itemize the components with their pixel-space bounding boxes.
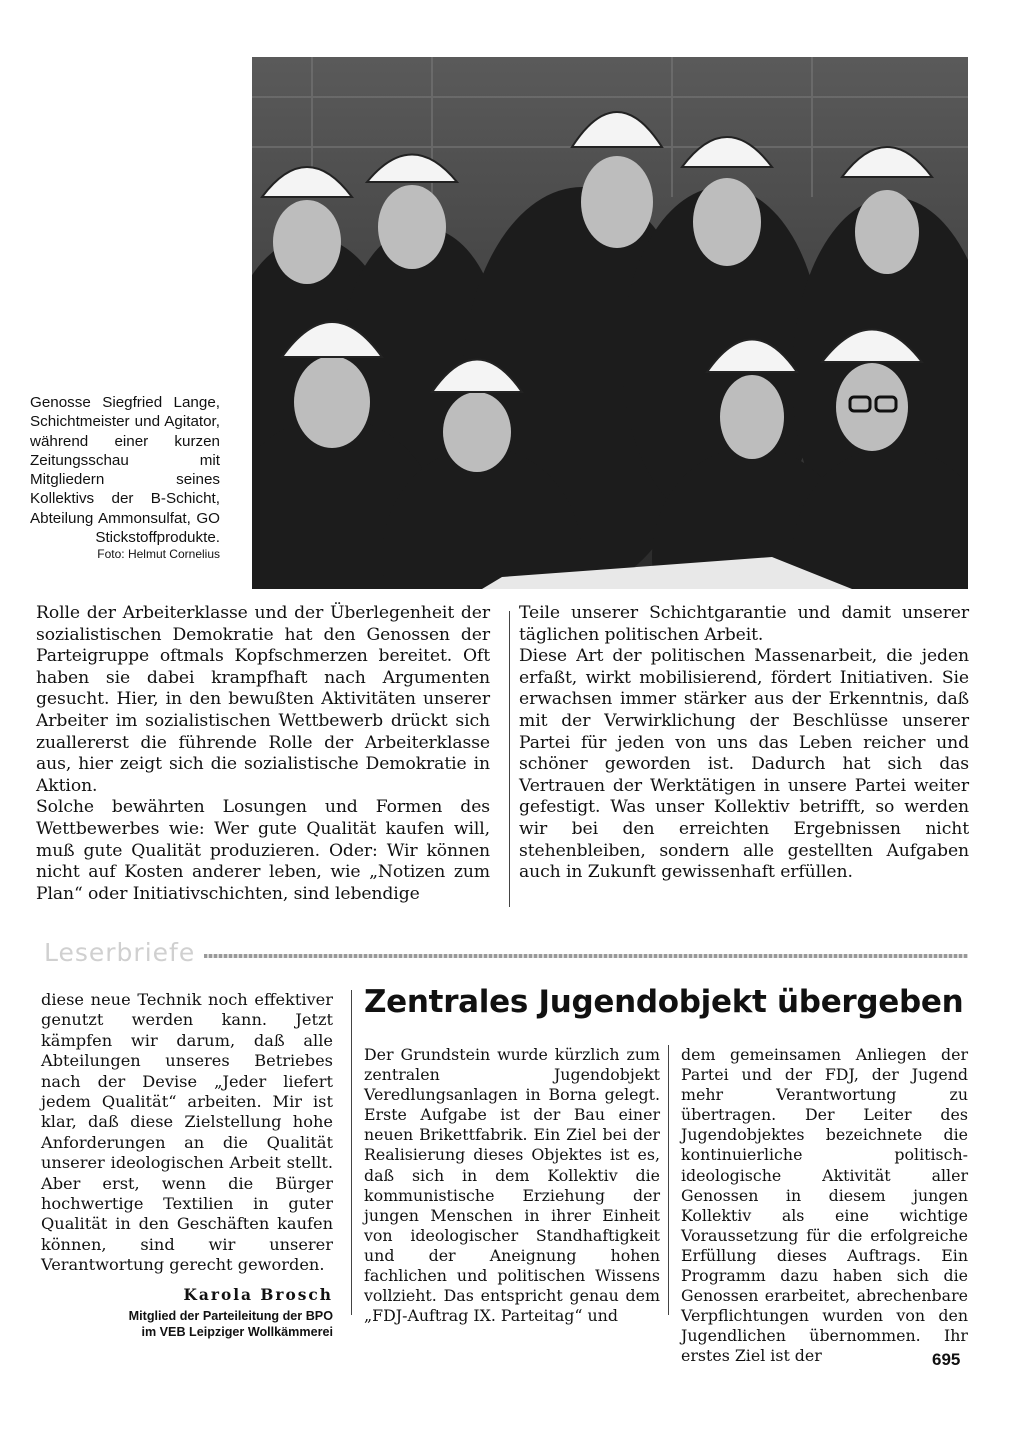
group-photo-illustration [252, 57, 968, 589]
article-column-1 [36, 603, 490, 905]
letter-author-role [41, 1309, 333, 1341]
column-divider [668, 1045, 669, 1315]
section-rule [204, 954, 968, 958]
article-paragraph: Solche bewährten Losungen und Formen des Wettbewerbes wie: Wer gute Qualität kaufen will, muß gute Qualität produzieren. Oder: Wir können nicht auf Kosten anderer leben, wie „Notizen zum Plan“ oder Initiativschichten, sind lebendige [36, 797, 490, 904]
column-divider [351, 990, 352, 1315]
article-paragraph: Diese Art der politischen Massenarbeit, die jeden erfaßt, wirkt mobilisierend, fördert Initiativen. Sie erwachsen immer stärker aus der Erkenntnis, daß mit der Verwirklichung der Beschlüsse unserer Partei für jeden von uns das Leben reicher und schöner geworden ist. Dadurch hat sich das Vertrauen der Werktätigen in unsere Partei weiter gefestigt. Was unser Kollektiv betrifft, so werden wir bei den erreichten Ergebnissen nicht stehenbleiben, sondern alle gestellten Aufgaben auch in Zukunft gewissenhaft erfüllen. [519, 646, 969, 883]
column-divider [509, 611, 510, 907]
article-column-1 [364, 1045, 660, 1326]
article-paragraph: Der Grundstein wurde kürzlich zum zentralen Jugendobjekt Veredlungsanlagen in Borna gelegt. Erste Aufgabe ist der Bau einer neuen Brikettfabrik. Ein Ziel bei der Realisierung dieses Objektes ist es, daß sich in dem Kollektiv die kommunistische Erziehung der jungen Menschen in ihrer Einheit von ideologischer Standhaftigkeit und der Aneignung hohen fachlichen und politischen Wissens vollzieht. Das entspricht genau dem „FDJ-Auftrag IX. Parteitag“ und [364, 1045, 660, 1326]
photo-caption [30, 393, 220, 562]
article-paragraph: Teile unserer Schichtgarantie und damit unserer täglichen politischen Arbeit. [519, 603, 969, 645]
article-paragraph: dem gemeinsamen Anliegen der Partei und der FDJ, der Jugend mehr Verantwortung zu übertragen. Der Leiter des Jugendobjektes bezeichnete die kontinuierliche politisch-ideologische Aktivität aller Genossen in diesem jungen Kollektiv als eine wichtige Voraussetzung für die erfolgreiche Erfüllung dieses Auftrags. Ein Programm dazu haben sich die Genossen erarbeitet, abrechenbare Verpflichtungen wurden von den Jugendlichen übernommen. Ihr erstes Ziel ist der [681, 1045, 968, 1366]
author-role-line: Mitglied der Parteileitung der BPO [128, 1309, 333, 1323]
letter-text: diese neue Technik noch effektiver genutzt werden kann. Jetzt kämpfen wir darum, daß alle Abteilungen unseres Betriebes nach der Devise „Jeder liefert jedem Qualität“ arbeiten. Mir ist klar, daß diese Zielstellung hohe Anforderungen an die Qualität unserer ideologischen Arbeit stellt. Aber erst, wenn die Bürger hochwertige Textilien in guter Qualität in den Geschäften kaufen können, sind wir unserer Verantwortung gerecht geworden. [41, 990, 333, 1275]
section-title: Leserbriefe [44, 938, 196, 967]
group-photo [252, 57, 968, 589]
reader-letter [41, 990, 333, 1276]
article-headline: Zentrales Jugendobjekt übergeben [364, 984, 964, 1020]
letter-author: Karola Brosch [183, 1286, 333, 1304]
article-column-2 [681, 1045, 968, 1367]
author-role-line: im VEB Leipziger Wollkämmerei [141, 1324, 333, 1339]
caption-text: Genosse Siegfried Lange, Schichtmeister und Agitator, während einer kurzen Zeitungsschau mit Mitgliedern seines Kollektivs der B-Schicht, Abteilung Ammonsulfat, GO Stickstoffprodukte. [30, 394, 220, 547]
article-column-2 [519, 603, 969, 884]
article-paragraph: Rolle der Arbeiterklasse und der Überlegenheit der sozialistischen Demokratie hat den Genossen der Parteigruppe oftmals Kopfschmerzen bereitet. Oft haben sie dabei krampfhaft nach Argumenten gesucht. Hier, in den bewußten Aktivitäten unserer Arbeiter im sozialistischen Wettbewerb drückt sich zuallererst die führende Rolle der Arbeiterklasse aus, hier zeigt sich die sozialistische Demokratie in Aktion. [36, 603, 490, 796]
photo-credit: Foto: Helmut Cornelius [97, 547, 220, 562]
page-number: 695 [932, 1350, 961, 1369]
